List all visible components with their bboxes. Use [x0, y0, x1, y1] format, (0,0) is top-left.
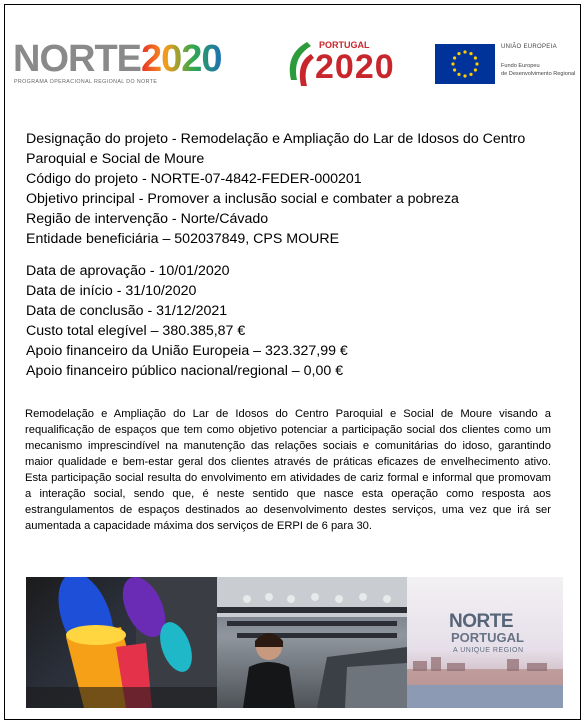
- eu-support: Apoio financeiro da União Europeia – 323.327,99 €: [26, 343, 348, 359]
- eu-feder-logo: [435, 42, 587, 86]
- norte-portugal-tagline: A UNIQUE REGION: [453, 647, 524, 654]
- eu-title: UNIÃO EUROPEIA: [501, 44, 557, 50]
- factory-illustration: [217, 577, 407, 708]
- eu-flag-icon: [435, 44, 495, 84]
- spools-illustration: [26, 577, 217, 708]
- photo-strip: [26, 577, 563, 708]
- approval-date: Data de aprovação - 10/01/2020: [26, 263, 230, 279]
- project-objective: Objetivo principal - Promover a inclusão social e combater a pobreza: [26, 191, 459, 207]
- photo-norte-portugal: [407, 577, 563, 708]
- norte-portugal-subtitle: PORTUGAL: [451, 630, 524, 645]
- eu-fund-line1: Fundo Europeu: [501, 63, 540, 69]
- project-code: Código do projeto - NORTE-07-4842-FEDER-000201: [26, 171, 362, 187]
- project-info: [26, 129, 571, 381]
- start-date: Data de início - 31/10/2020: [26, 283, 197, 299]
- photo-textile-spools: [26, 577, 217, 708]
- norte-portugal-title: NORTE: [449, 611, 513, 632]
- end-date: Data de conclusão - 31/12/2021: [26, 303, 228, 319]
- project-designation: Designação do projeto - Remodelação e Ampliação do Lar de Idosos do Centro Paroquial e Social de Moure: [26, 131, 526, 167]
- photo-factory-worker: [217, 577, 407, 708]
- project-description: Remodelação e Ampliação do Lar de Idosos do Centro Paroquial e Social de Moure visando a requalificação de espaços que tem como objetivo potenciar a participação social dos clientes como um mecanismo imprescindível na manutenção das relações sociais e comunitárias do idoso, garantindo maior qualidade e bem-estar geral dos clientes através de práticas eficazes de envelhecimento ativo. Esta participação social resulta do envolvimento em atividades de cariz formal e informal que promovam a interação social, sendo que, é neste sentido que nasce esta operação como resposta aos estrangulamentos de espaços destinados ao desenvolvimento destes serviços, uma vez que irá ser aumentada a capacidade máxima dos serviços de ERPI de 6 para 30.: [25, 408, 551, 532]
- total-cost: Custo total elegível – 380.385,87 €: [26, 323, 246, 339]
- project-beneficiary: Entidade beneficiária – 502037849, CPS MOURE: [26, 231, 340, 247]
- norte-word: NORTE: [13, 38, 141, 80]
- portugal-year: 2020: [315, 48, 395, 86]
- project-region: Região de intervenção - Norte/Cávado: [26, 211, 269, 227]
- logo-bar: [13, 38, 583, 90]
- national-support: Apoio financeiro público nacional/regional – 0,00 €: [26, 363, 344, 379]
- portugal2020-logo: [285, 38, 415, 90]
- eu-fund-line2: de Desenvolvimento Regional: [501, 71, 576, 77]
- norte-year: 2020: [141, 38, 222, 80]
- portugal-label: PORTUGAL: [319, 40, 370, 50]
- norte2020-logo: [13, 40, 263, 88]
- portugal-emblem-icon: [285, 40, 315, 88]
- norte-subtitle: PROGRAMA OPERACIONAL REGIONAL DO NORTE: [14, 79, 158, 85]
